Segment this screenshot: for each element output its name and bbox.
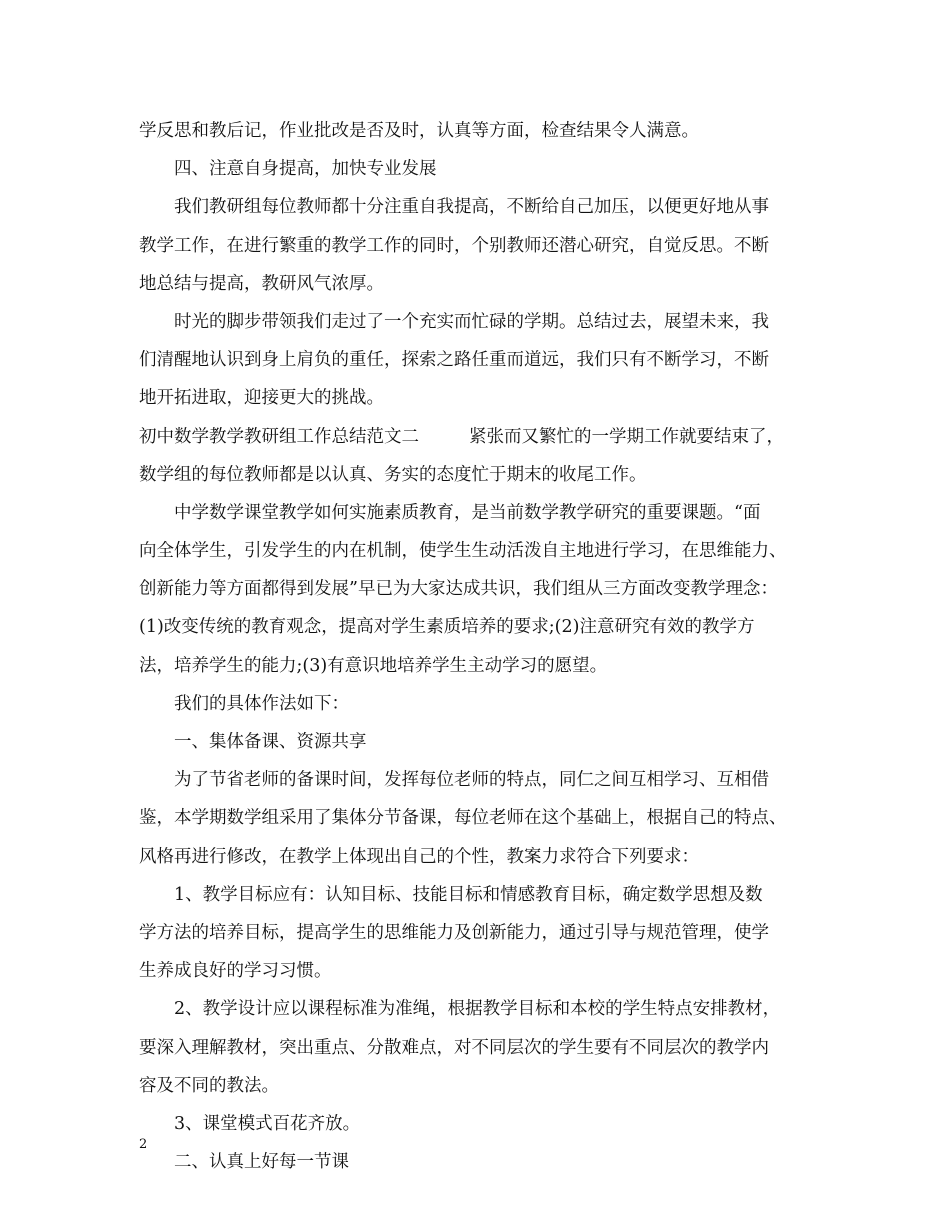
line-text: 我们教研组每位教师都十分注重自我提高，不断给自己加压，以便更好地从事 bbox=[174, 197, 769, 218]
line-text: 鉴，本学期数学组采用了集体分节备课，每位老师在这个基础上，根据自己的特点、 bbox=[139, 808, 787, 829]
line-text: 风格再进行修改，在教学上体现出自己的个性，教案力求符合下列要求： bbox=[139, 846, 699, 867]
text-line bbox=[139, 379, 839, 417]
text-line bbox=[139, 799, 839, 837]
line-text: 1、教学目标应有：认知目标、技能目标和情感教育目标，确定数学思想及数 bbox=[174, 884, 763, 905]
text-line bbox=[139, 647, 839, 685]
text-line bbox=[139, 608, 839, 646]
text-line bbox=[139, 838, 839, 876]
text-line bbox=[139, 112, 839, 150]
line-text: (1)改变传统的教育观念，提高对学生素质培养的要求;(2)注意研究有效的教学方 bbox=[139, 617, 755, 638]
line-text: 地开拓进取，迎接更大的挑战。 bbox=[139, 388, 384, 409]
page-number: 2 bbox=[139, 1137, 148, 1152]
text-line bbox=[139, 532, 839, 570]
line-text: 生养成良好的学习习惯。 bbox=[139, 961, 332, 982]
text-line bbox=[139, 570, 839, 608]
line-text: 四、注意自身提高，加快专业发展 bbox=[174, 159, 437, 180]
text-line bbox=[139, 494, 839, 532]
line-text: 学方法的培养目标，提高学生的思维能力及创新能力，通过引导与规范管理，使学 bbox=[139, 922, 769, 943]
text-line bbox=[139, 227, 839, 265]
text-line bbox=[139, 723, 839, 761]
text-line bbox=[139, 341, 839, 379]
line-text: 学反思和教后记，作业批改是否及时，认真等方面，检查结果令人满意。 bbox=[139, 121, 699, 141]
text-line bbox=[139, 761, 839, 799]
line-text: 要深入理解教材，突出重点、分散难点，对不同层次的学生要有不同层次的教学内 bbox=[139, 1037, 769, 1058]
text-line bbox=[139, 952, 839, 990]
text-line bbox=[139, 876, 839, 914]
text-line bbox=[139, 150, 839, 188]
line-text: 们清醒地认识到身上肩负的重任，探索之路任重而道远，我们只有不断学习，不断 bbox=[139, 350, 769, 371]
text-line bbox=[139, 418, 839, 456]
line-text: 初中数学教学教研组工作总结范文二 bbox=[139, 426, 419, 447]
line-text: 我们的具体作法如下： bbox=[174, 693, 349, 714]
line-tail-text: 紧张而又繁忙的一学期工作就要结束了， bbox=[469, 426, 784, 447]
line-text: 教学工作，在进行繁重的教学工作的同时，个别教师还潜心研究，自觉反思。不断 bbox=[139, 235, 769, 256]
body-text bbox=[139, 112, 839, 1181]
line-text: 3、课堂模式百花齐放。 bbox=[174, 1113, 361, 1134]
line-text: 法，培养学生的能力;(3)有意识地培养学生主动学习的愿望。 bbox=[139, 655, 608, 676]
line-text: 数学组的每位教师都是以认真、务实的态度忙于期末的收尾工作。 bbox=[139, 464, 647, 485]
text-line bbox=[139, 1067, 839, 1105]
line-text: 一、集体备课、资源共享 bbox=[174, 732, 367, 752]
line-text: 时光的脚步带领我们走过了一个充实而忙碌的学期。总结过去，展望未来，我 bbox=[174, 311, 769, 332]
line-text: 向全体学生，引发学生的内在机制，使学生生动活泼自主地进行学习，在思维能力、 bbox=[139, 541, 787, 562]
line-text: 容及不同的教法。 bbox=[139, 1075, 279, 1096]
text-line bbox=[139, 188, 839, 226]
text-line bbox=[139, 914, 839, 952]
text-line bbox=[139, 456, 839, 494]
line-text: 中学数学课堂教学如何实施素质教育，是当前数学教学研究的重要课题。“面 bbox=[174, 502, 761, 523]
line-text: 为了节省老师的备课时间，发挥每位老师的特点，同仁之间互相学习、互相借 bbox=[174, 770, 769, 791]
text-line bbox=[139, 990, 839, 1028]
line-text: 地总结与提高，教研风气浓厚。 bbox=[139, 273, 384, 294]
line-text: 2、教学设计应以课程标准为准绳，根据教学目标和本校的学生特点安排教材， bbox=[174, 999, 781, 1020]
text-line bbox=[139, 1029, 839, 1067]
text-line bbox=[139, 1105, 839, 1143]
line-text: 创新能力等方面都得到发展”早已为大家达成共识，我们组从三方面改变教学理念： bbox=[139, 579, 778, 600]
text-line bbox=[139, 265, 839, 303]
text-line bbox=[139, 303, 839, 341]
text-line bbox=[139, 1143, 839, 1181]
text-line bbox=[139, 685, 839, 723]
line-text: 二、认真上好每一节课 bbox=[174, 1152, 349, 1173]
